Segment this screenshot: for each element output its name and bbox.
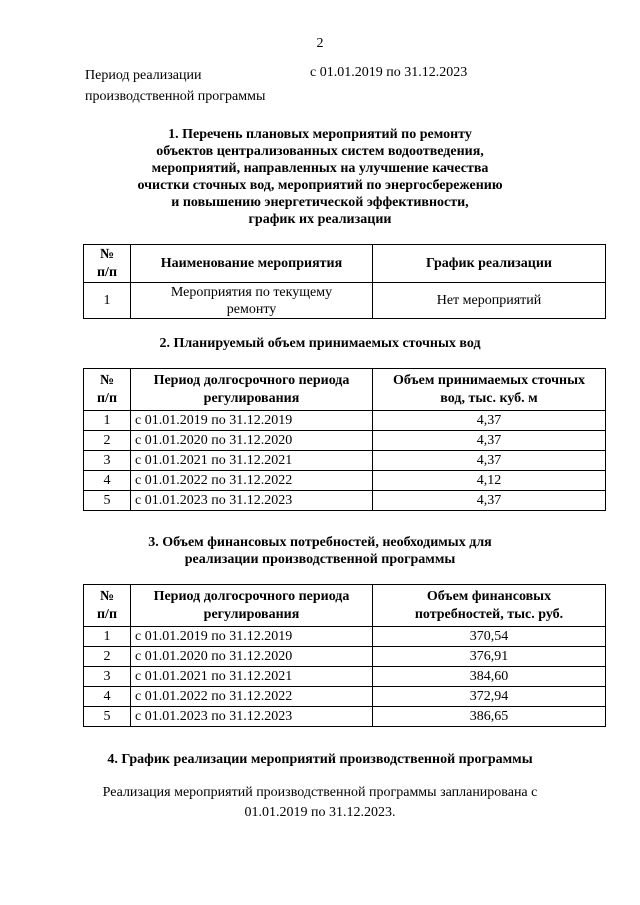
cell-num: 3: [84, 451, 131, 471]
header-num: № п/п: [84, 585, 131, 627]
header-schedule: График реализации: [373, 245, 606, 283]
cell-finance: 376,91: [373, 647, 606, 667]
table-row: [84, 647, 606, 667]
cell-measure-name: Мероприятия по текущему ремонту: [131, 283, 373, 319]
cell-period: с 01.01.2021 по 31.12.2021: [131, 667, 373, 687]
cell-num: 1: [84, 411, 131, 431]
table-row: [84, 411, 606, 431]
header-num: № п/п: [84, 245, 131, 283]
wastewater-volume-table: [83, 368, 606, 511]
cell-period: с 01.01.2023 по 31.12.2023: [131, 491, 373, 511]
table-header-row: [84, 585, 606, 627]
cell-volume: 4,37: [373, 431, 606, 451]
cell-finance: 384,60: [373, 667, 606, 687]
period-label: [85, 65, 265, 107]
table-row: [84, 627, 606, 647]
cell-schedule: Нет мероприятий: [373, 283, 606, 319]
section4-text-line: 01.01.2019 по 31.12.2023.: [244, 805, 396, 820]
table-row: [84, 431, 606, 451]
table-header-row: [84, 369, 606, 411]
section3-title-line: реализации производственной программы: [184, 552, 456, 567]
table-row: [84, 687, 606, 707]
section1-title-line: график их реализации: [248, 212, 392, 227]
header-finance: Объем финансовых потребностей, тыс. руб.: [373, 585, 606, 627]
section1-title-line: 1. Перечень плановых мероприятий по ремонту: [168, 127, 472, 142]
cell-finance: 386,65: [373, 707, 606, 727]
cell-finance: 372,94: [373, 687, 606, 707]
cell-period: с 01.01.2020 по 31.12.2020: [131, 647, 373, 667]
section1-title: [0, 126, 640, 228]
cell-num: 4: [84, 687, 131, 707]
cell-num: 5: [84, 707, 131, 727]
period-label-line1: Период реализации: [85, 68, 202, 83]
cell-period: с 01.01.2022 по 31.12.2022: [131, 687, 373, 707]
header-period: Период долгосрочного периода регулирования: [131, 369, 373, 411]
table-row: [84, 667, 606, 687]
cell-finance: 370,54: [373, 627, 606, 647]
cell-period: с 01.01.2022 по 31.12.2022: [131, 471, 373, 491]
table-row: [84, 283, 606, 319]
cell-period: с 01.01.2019 по 31.12.2019: [131, 411, 373, 431]
financial-needs-table: [83, 584, 606, 727]
cell-num: 1: [84, 283, 131, 319]
page-number: 2: [316, 36, 324, 51]
header-measure-name: Наименование мероприятия: [131, 245, 373, 283]
cell-period: с 01.01.2023 по 31.12.2023: [131, 707, 373, 727]
measures-table: [83, 244, 606, 319]
section3-title: [0, 534, 640, 568]
period-value: с 01.01.2019 по 31.12.2023: [310, 65, 468, 80]
cell-period: с 01.01.2021 по 31.12.2021: [131, 451, 373, 471]
cell-num: 2: [84, 431, 131, 451]
section4-title: 4. График реализации мероприятий производственной программы: [107, 752, 533, 767]
cell-num: 5: [84, 491, 131, 511]
cell-num: 3: [84, 667, 131, 687]
section1-title-line: мероприятий, направленных на улучшение качества: [151, 161, 489, 176]
cell-volume: 4,37: [373, 491, 606, 511]
header-num: № п/п: [84, 369, 131, 411]
section2-title: 2. Планируемый объем принимаемых сточных вод: [159, 336, 481, 351]
table-header-row: [84, 245, 606, 283]
cell-volume: 4,12: [373, 471, 606, 491]
header-period: Период долгосрочного периода регулирования: [131, 585, 373, 627]
table-row: [84, 707, 606, 727]
cell-volume: 4,37: [373, 451, 606, 471]
period-label-line2: производственной программы: [85, 89, 266, 104]
cell-num: 2: [84, 647, 131, 667]
table-row: [84, 451, 606, 471]
section4-text: [0, 783, 640, 823]
section1-title-line: и повышению энергетической эффективности,: [171, 195, 469, 210]
table-row: [84, 471, 606, 491]
section4-text-line: Реализация мероприятий производственной программы запланирована с: [102, 785, 538, 800]
cell-num: 4: [84, 471, 131, 491]
cell-period: с 01.01.2019 по 31.12.2019: [131, 627, 373, 647]
cell-num: 1: [84, 627, 131, 647]
table-row: [84, 491, 606, 511]
cell-period: с 01.01.2020 по 31.12.2020: [131, 431, 373, 451]
section3-title-line: 3. Объем финансовых потребностей, необходимых для: [148, 535, 492, 550]
header-volume: Объем принимаемых сточных вод, тыс. куб. м: [373, 369, 606, 411]
section1-title-line: очистки сточных вод, мероприятий по энергосбережению: [137, 178, 503, 193]
section1-title-line: объектов централизованных систем водоотведения,: [156, 144, 484, 159]
cell-volume: 4,37: [373, 411, 606, 431]
